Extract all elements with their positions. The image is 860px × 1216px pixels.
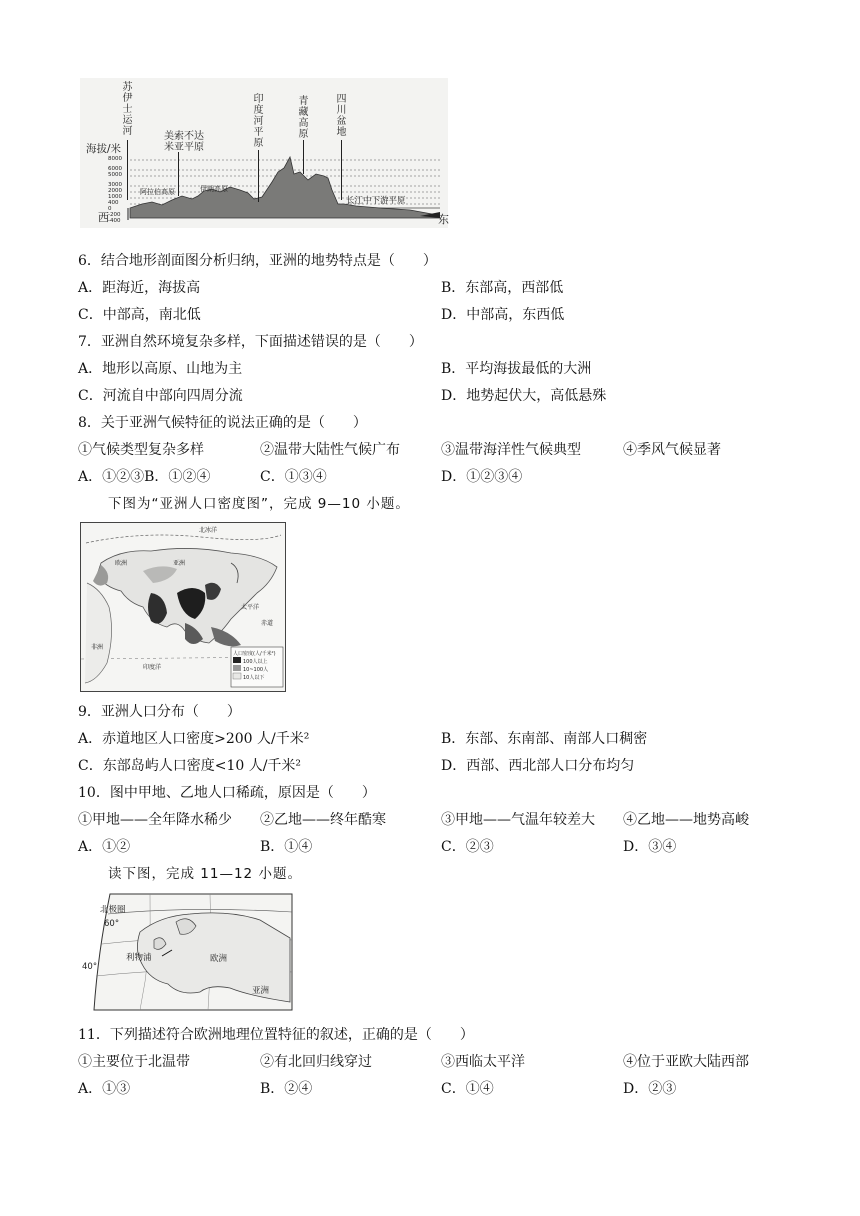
q8-item-3: ③温带海洋性气候典型 — [441, 442, 581, 458]
q8-option-c: C．①③④ — [260, 469, 327, 485]
label-yangtze-plain: 长江中下游平原 — [346, 196, 406, 206]
q11-item-1: ①主要位于北温带 — [78, 1054, 190, 1070]
q9-option-d: D．西部、西北部人口分布均匀 — [441, 758, 635, 774]
intro-11-12: 读下图，完成 11—12 小题。 — [108, 866, 302, 882]
q7-option-d: D．地势起伏大，高低悬殊 — [441, 388, 607, 404]
label-equator: 赤道 — [261, 620, 274, 627]
q11-item-4: ④位于亚欧大陆西部 — [623, 1054, 749, 1070]
label-suez-canal: 苏伊士运河 — [122, 82, 133, 137]
q9-option-a: A．赤道地区人口密度>200 人/千米² — [78, 731, 310, 747]
q8-option-d: D．①②③④ — [441, 469, 523, 485]
altitude-ticks: 8000 6000 5000 3000 2000 1000 400 0 -200 -400 — [108, 156, 122, 224]
question-10-stem: 10．图中甲地、乙地人口稀疏，原因是（ ） — [78, 785, 376, 801]
q7-option-c: C．河流自中部向四周分流 — [78, 388, 243, 404]
q8-option-ab: A．①②③B．①②④ — [78, 469, 211, 485]
q6-option-a: A．距海近，海拔高 — [78, 280, 201, 296]
q6-option-c: C．中部高，南北低 — [78, 307, 201, 323]
pointer-sichuan — [341, 140, 342, 200]
label-mesopotamia: 美索不达 米亚平原 — [164, 131, 204, 153]
label-arabian-plateau: 阿拉伯高原 — [140, 188, 175, 196]
asia-population-density-map — [80, 522, 286, 692]
label-africa: 非洲 — [91, 644, 104, 651]
topographic-profile-figure — [80, 78, 448, 228]
intro-9-10: 下图为“亚洲人口密度图”，完成 9—10 小题。 — [108, 496, 410, 512]
q10-item-4: ④乙地——地势高峻 — [623, 812, 749, 828]
q11-option-b: B．②④ — [260, 1081, 313, 1097]
q10-item-2: ②乙地——终年酷寒 — [260, 812, 386, 828]
q6-option-d: D．中部高，东西低 — [441, 307, 565, 323]
q7-option-a: A．地形以高原、山地为主 — [78, 361, 243, 377]
legend-item-low: 10人以下 — [243, 675, 265, 681]
q10-option-c: C．②③ — [441, 839, 494, 855]
q11-item-3: ③西临太平洋 — [441, 1054, 525, 1070]
label-sichuan-basin: 四川盆地 — [336, 94, 347, 138]
q9-option-b: B．东部、东南部、南部人口稠密 — [441, 731, 648, 747]
label-east: 东 — [438, 213, 449, 226]
altitude-axis-label: 海拔/米 — [86, 143, 122, 155]
label-europe-region: 欧洲 — [210, 954, 228, 964]
q11-option-c: C．①④ — [441, 1081, 494, 1097]
question-6-stem: 6．结合地形剖面图分析归纳，亚洲的地势特点是（ ） — [78, 253, 437, 269]
q10-item-3: ③甲地——气温年较差大 — [441, 812, 595, 828]
label-asia: 亚洲 — [173, 560, 186, 567]
pointer-tibet — [303, 140, 304, 174]
label-60-degrees: 60° — [104, 919, 120, 929]
label-west: 西 — [98, 211, 109, 224]
q10-item-1: ①甲地——全年降水稀少 — [78, 812, 232, 828]
q7-option-b: B．平均海拔最低的大洲 — [441, 361, 592, 377]
label-indus-plain: 印度河平原 — [253, 94, 264, 149]
q11-option-a: A．①③ — [78, 1081, 131, 1097]
question-7-stem: 7．亚洲自然环境复杂多样，下面描述错误的是（ ） — [78, 334, 423, 350]
label-arctic-circle: 北极圈 — [100, 905, 126, 915]
q6-option-b: B．东部高，西部低 — [441, 280, 564, 296]
legend-item-high: 100人以上 — [243, 659, 268, 665]
question-9-stem: 9．亚洲人口分布（ ） — [78, 704, 241, 720]
question-11-stem: 11．下列描述符合欧洲地理位置特征的叙述，正确的是（ ） — [78, 1027, 474, 1043]
legend-item-medium: 10~100人 — [243, 667, 269, 673]
label-40-degrees: 40° — [82, 962, 98, 972]
q10-option-d: D．③④ — [623, 839, 677, 855]
q8-item-1: ①气候类型复杂多样 — [78, 442, 204, 458]
label-asia-region: 亚洲 — [252, 986, 270, 996]
q10-option-a: A．①② — [78, 839, 131, 855]
pointer-indus — [258, 150, 259, 202]
q11-option-d: D．②③ — [623, 1081, 677, 1097]
label-iranian-plateau: 伊朗高原 — [200, 185, 228, 193]
label-arctic-ocean: 北冰洋 — [199, 527, 218, 534]
q11-item-2: ②有北回归线穿过 — [260, 1054, 372, 1070]
q8-item-4: ④季风气候显著 — [623, 442, 721, 458]
label-indian-ocean: 印度洋 — [143, 664, 162, 671]
question-8-stem: 8．关于亚洲气候特征的说法正确的是（ ） — [78, 415, 367, 431]
label-pacific: 太平洋 — [241, 604, 260, 611]
q9-option-c: C．东部岛屿人口密度<10 人/千米² — [78, 758, 302, 774]
pointer-suez — [127, 140, 128, 200]
legend-title: 人口密度(人/千米²) — [233, 651, 276, 657]
label-europe: 欧洲 — [115, 560, 128, 567]
pointer-mesopotamia — [178, 152, 179, 196]
q10-option-b: B．①④ — [260, 839, 313, 855]
q8-item-2: ②温带大陆性气候广布 — [260, 442, 400, 458]
label-liverpool: 利物浦 — [126, 953, 152, 963]
label-tibetan-plateau: 青藏高原 — [298, 96, 309, 140]
europe-location-map — [80, 892, 294, 1014]
